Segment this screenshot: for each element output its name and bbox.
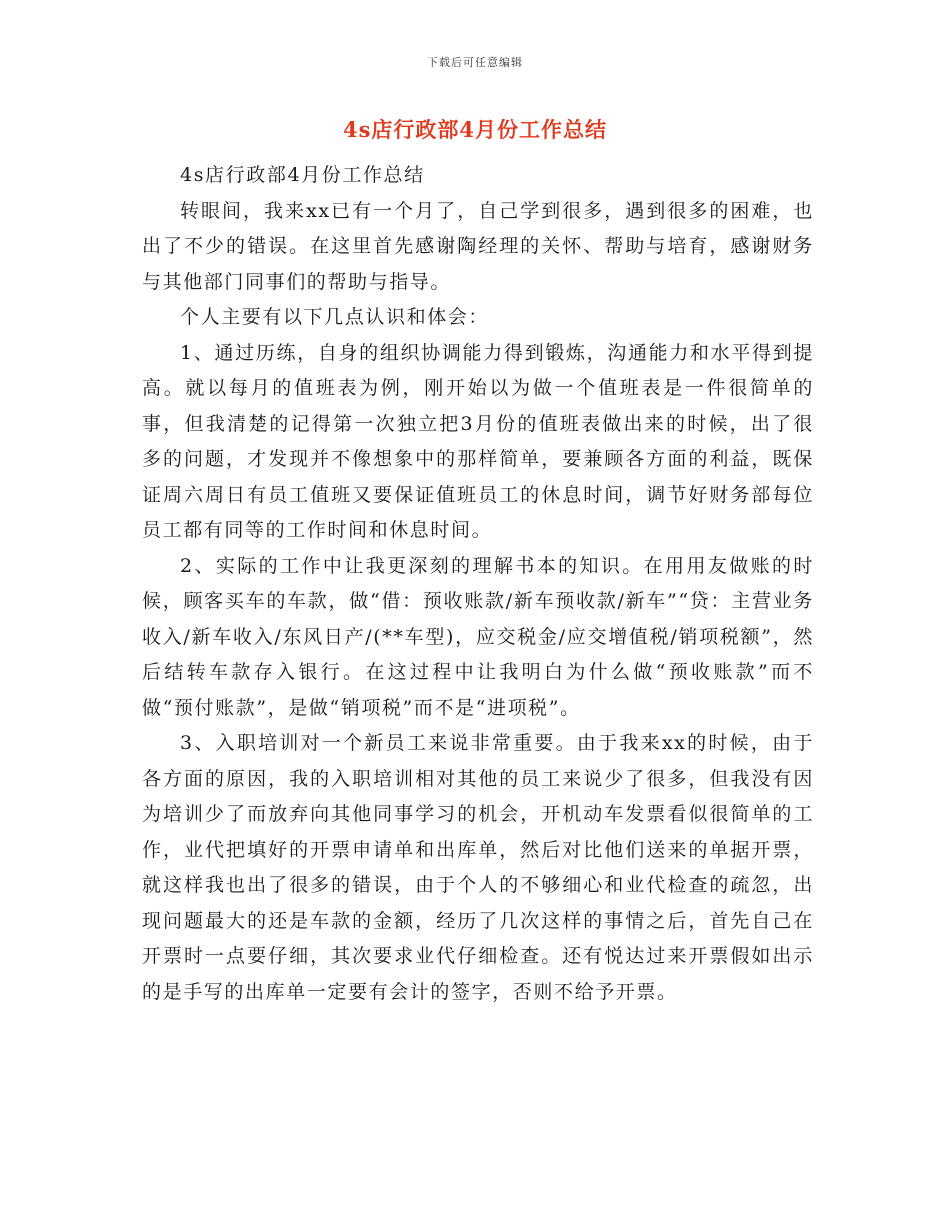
- document-title: 4s店行政部4月份工作总结: [342, 117, 608, 142]
- paragraph-intro: 转眼间，我来xx已有一个月了，自己学到很多，遇到很多的困难，也出了不少的错误。在这里首先感谢陶经理的关怀、帮助与培育，感谢财务与其他部门同事们的帮助与指导。: [142, 199, 814, 293]
- paragraph-point-2: 2、实际的工作中让我更深刻的理解书本的知识。在用用友做账的时候，顾客买车的车款，做“借：预收账款/新车预收款/新车”“贷：主营业务收入/新车收入/东风日产/(**车型)，应交税金/应交增值税/销项税额”，然后结转车款存入银行。在这过程中让我明白为什么做“预收账款”而不做“预付账款”，是做“销项税”而不是“进项税”。: [142, 554, 814, 719]
- page-header-note: 下载后可任意编辑: [427, 56, 523, 69]
- paragraph-point-3: 3、入职培训对一个新员工来说非常重要。由于我来xx的时候，由于各方面的原因，我的入职培训相对其他的员工来说少了很多，但我没有因为培训少了而放弃向其他同事学习的机会，开机动车发票看似很简单的工作，业代把填好的开票申请单和出库单，然后对比他们送来的单据开票，就这样我也出了很多的错误，由于个人的不够细心和业代检查的疏忽，出现问题最大的还是车款的金额，经历了几次这样的事情之后，首先自己在开票时一点要仔细，其次要求业代仔细检查。还有悦达过来开票假如出示的是手写的出库单一定要有会计的签字，否则不给予开票。: [142, 732, 814, 1003]
- paragraph-summary-lead: 个人主要有以下几点认识和体会：: [180, 306, 490, 328]
- paragraph-subtitle: 4s店行政部4月份工作总结: [180, 164, 425, 186]
- paragraph-point-1: 1、通过历练，自身的组织协调能力得到锻炼，沟通能力和水平得到提高。就以每月的值班表为例，刚开始以为做一个值班表是一件很简单的事，但我清楚的记得第一次独立把3月份的值班表做出来的时候，出了很多的问题，才发现并不像想象中的那样简单，要兼顾各方面的利益，既保证周六周日有员工值班又要保证值班员工的休息时间，调节好财务部每位员工都有同等的工作时间和休息时间。: [142, 341, 814, 541]
- document-body: [142, 158, 814, 1010]
